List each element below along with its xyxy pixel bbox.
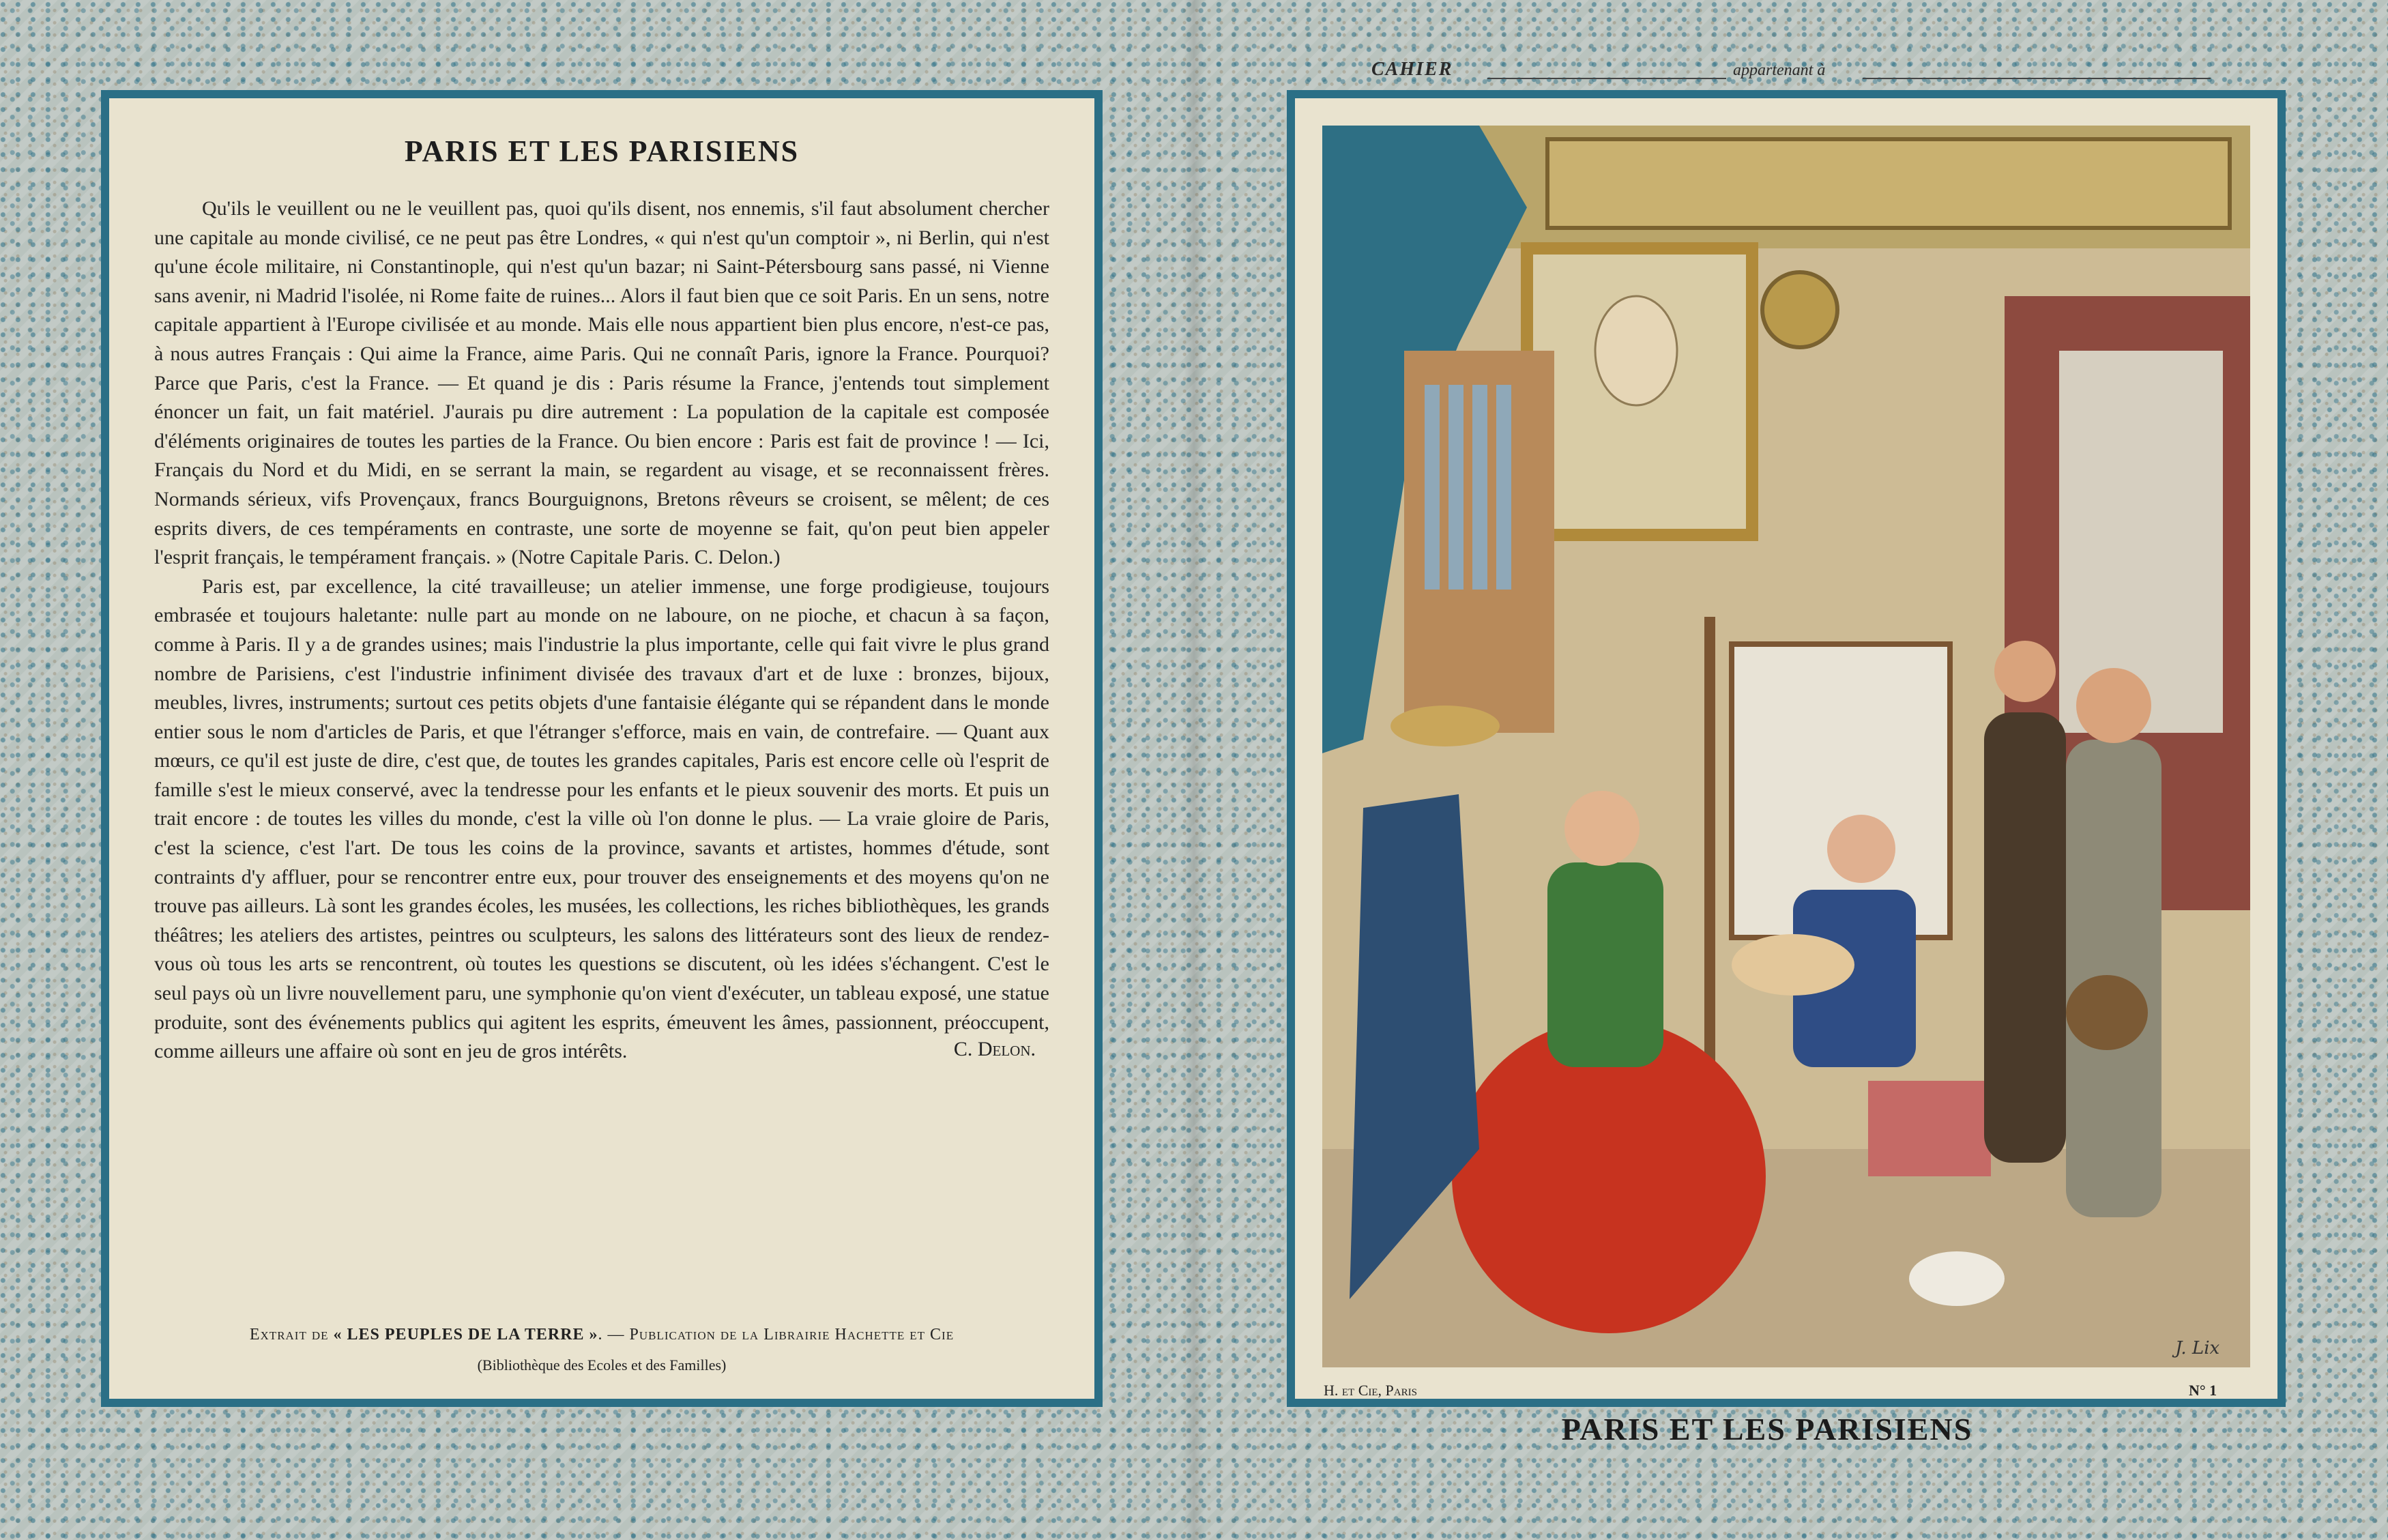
source-suffix: . — Publication de la Librairie Hachette et Cie xyxy=(598,1326,955,1343)
paragraph-2-text: Paris est, par excellence, la cité travailleuse; un atelier immense, une forge prodigieuse, toujours embrasée et toujours haletante: nulle part au monde on ne laboure, on ne pioche, et chacun à sa façon, comme à Paris. Il y a de grandes usines; mais l'industrie la plus importante, celle qui fait vivre le plus grand nombre de Parisiens, c'est l'industrie infiniment divisée des travaux d'art et de luxe : bronzes, bijoux, meubles, livres, instruments; surtout ces petits objets d'une fantaisie élégante qui se répandent dans le monde entier sous le nom d'articles de Paris, et que l'étranger s'efforce, mais en vain, de contrefaire. — Quant aux mœurs, ce qu'il est juste de dire, c'est que, de toutes les grandes capitales, Paris est encore celle où l'esprit de famille s'est le mieux conservé, avec la tendresse pour les enfants et le pieux souvenir des morts. Et puis un trait encore : de toutes les villes du monde, c'est la ville où l'on donne le plus. — La vraie gloire de Paris, c'est la science, c'est l'art. De tous les coins de la province, savants et artistes, hommes d'étude, sont contraints d'y affluer, pour se rencontrer entre eux, pour trouver des enseignements et des moyens qu'on ne trouve pas ailleurs. Là sont les grandes écoles, les musées, les collections, les riches bibliothèques, les grands théâtres; les ateliers des artistes, peintres ou sculpteurs, les salons des littérateurs sont des lieux de rendez-vous où tous les arts se rencontrent, où toutes les questions se discutent, où les idées s'échangent. C'est le seul pays où un livre nouvellement paru, une symphonie qu'on vient d'exécuter, un tableau exposé, une statue produite, sont des événements publics qui agitent les esprits, émeuvent les âmes, passionnent, préoccupent, comme ailleurs une affaire où sont en jeu de gros intérêts. xyxy=(154,575,1049,1063)
paragraph-1: Qu'ils le veuillent ou ne le veuillent pas, quoi qu'ils disent, nos ennemis, s'il faut absolument chercher une capitale au monde civilisé, ce ne peut pas être Londres, « qui n'est qu'un comptoir », ni Berlin, qui n'est qu'une école militaire, ni Constantinople, qui n'est qu'un bazar; ni Saint-Pétersbourg sans passé, ni Vienne sans avenir, ni Madrid l'isolée, ni Rome faite de ruines... Alors il faut bien que ce soit Paris. En un sens, notre capitale appartient à l'Europe civilisée et au monde. Mais elle nous appartient bien plus encore, n'est-ce pas, à nous autres Français : Qui aime la France, aime Paris. Qui ne connaît Paris, ignore la France. Pourquoi? Parce que Paris, c'est la France. — Et quand je dis : Paris résume la France, j'entends tout simplement énoncer un fait, un fait matériel. J'aurais pu dire autrement : La population de la capitale est composée d'éléments originaires de toutes les parties de la France. Ou bien encore : Paris est fait de province ! — Ici, Français du Nord et du Midi, en se serrant la main, se regardent au visage, et se reconnaissent frères. Normands sérieux, vifs Provençaux, francs Bourguignons, Bretons rêveurs se croisent, se mêlent; de ces esprits divers, de ces tempéraments en contraste, une sorte de moyenne se fait, qu'on peut bien appeler l'esprit français, le tempérament français. » (Notre Capitale Paris. C. Delon.) xyxy=(154,197,1049,569)
gold-medallion xyxy=(1762,272,1837,347)
studio-scene-drawing xyxy=(1322,126,2250,1367)
panel-title: PARIS ET LES PARISIENS xyxy=(404,134,800,168)
appartenant-label: appartenant à xyxy=(1733,61,1826,79)
paragraph-2 xyxy=(154,572,1049,1066)
organ-pipe-2 xyxy=(1448,385,1464,590)
green-jacket xyxy=(1547,862,1663,1067)
woman-hat xyxy=(1390,706,1500,746)
ownership-line xyxy=(1371,56,2211,83)
owner-blank-line-2 xyxy=(1863,78,2211,79)
organ-pipe-3 xyxy=(1472,385,1487,590)
book-spine xyxy=(1184,0,1204,1540)
held-hat xyxy=(2066,975,2148,1050)
gentleman-head xyxy=(2076,668,2151,743)
owner-blank-line-1 xyxy=(1487,78,1726,79)
author-signature: C. Delon. xyxy=(953,1037,1036,1060)
doorway-light xyxy=(2059,351,2223,733)
organ-pipe-4 xyxy=(1496,385,1511,590)
painter-stool xyxy=(1868,1081,1991,1176)
cover-title: PARIS ET LES PARISIENS xyxy=(1561,1412,1973,1447)
source-work: « LES PEUPLES DE LA TERRE » xyxy=(333,1326,598,1343)
woman-head xyxy=(1564,791,1640,866)
organ-pipe-1 xyxy=(1425,385,1440,590)
printer-credit: H. et Cie, Paris xyxy=(1324,1382,1417,1399)
plate-number: N° 1 xyxy=(2189,1382,2217,1399)
palette xyxy=(1732,934,1854,996)
gentleman-dark-coat xyxy=(1984,712,2066,1163)
ceiling-panel xyxy=(1547,139,2230,228)
collection-line: (Bibliothèque des Ecoles et des Familles) xyxy=(477,1356,727,1374)
text-panel-body xyxy=(153,126,1051,1378)
studio-illustration xyxy=(1322,126,2250,1367)
cahier-label: CAHIER xyxy=(1371,59,1453,80)
illustrator-signature: J. Lix xyxy=(2175,1338,2220,1359)
illustration-frame xyxy=(1287,90,2286,1407)
text-panel xyxy=(101,90,1103,1407)
source-prefix: Extrait de xyxy=(249,1326,329,1343)
source-line xyxy=(154,1326,1049,1344)
painter-head xyxy=(1827,815,1895,883)
painted-figure xyxy=(1595,296,1677,405)
gentleman-2-head xyxy=(1994,641,2056,702)
small-dog xyxy=(1909,1251,2005,1306)
